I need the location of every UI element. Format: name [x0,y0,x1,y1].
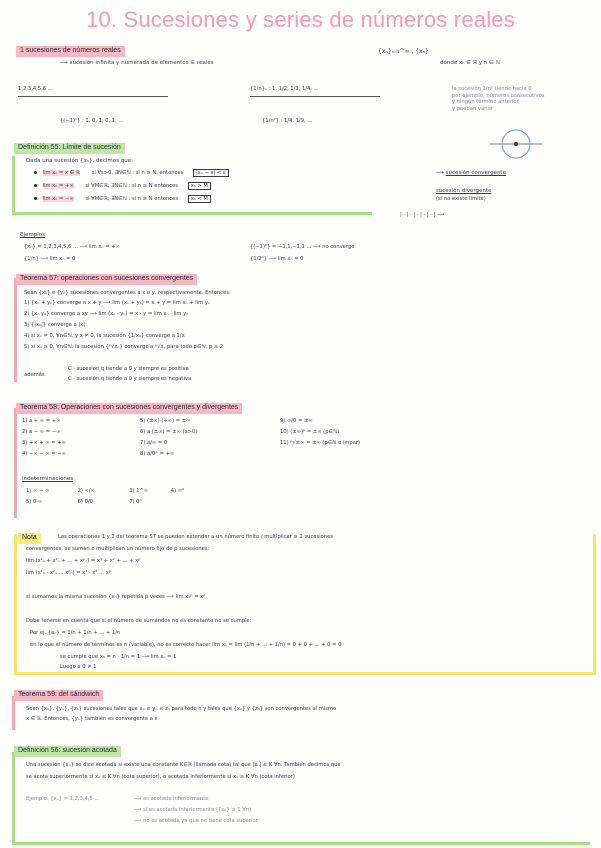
convergent-label: ⟶ sucesión convergente [436,170,506,176]
limit-lhs: lim xₙ = x ∈ ℝ [42,170,81,176]
definition-items [34,170,454,209]
example-note: ⟶ si es acotada inferiormente ({xₙ} ≥ 1 ∀n) [134,807,252,813]
limit-item [34,196,454,209]
nota-formula-6: en lo que el número de términos es n (variable), no es correcto hacer lim xₙ = lim (1/n + ... + 1/n) = 0 + 0 + ... + 0 = 0 [30,642,342,648]
theorem-59-text-2: x ∈ ℝ. Entonces, {yₙ} también es convergente a x [26,716,158,722]
limit-rhs: xₙ < M [188,195,211,203]
limit-lhs: lim xₙ = −∞ [42,196,74,202]
nota-formula-8: Luego a 0 ≠ 1 [60,664,97,670]
example-line-1: 1,2,3,4,5,6 ... [18,86,53,92]
nota-formula-5: Por ej. {aₙ} = 1/n + 1/n + ... + 1/n [30,630,121,636]
theorem-item: 3) {|xₙ|} converge a |x| [24,322,85,328]
rule-item: 11) ᵖ√±∞ = ±∞ (p∈ℕ e impar) [280,440,361,446]
nota-underline [14,672,596,675]
definition-56-text-1: Una sucesión {xₙ} se dice acotada si existe una constante K∈ℝ (llamada cota) tal que |xₙ| ≤ K ∀n. También decimos que [26,762,341,768]
definition-bar [12,156,15,214]
definition-55-header: Definición 55: Límite de sucesión [14,143,125,154]
side-note: y pueden variar [452,105,494,112]
nota-formula-3: si sumamos la misma sucesión {xₙ} repetida p veces ⟶ lim xₙᵖ = xᵖ [26,594,206,600]
theorem-bar [14,278,17,382]
definition-56-text-2: se acota superiormente si xₙ ≤ K ∀n (cota superior), o acotada inferiormente si xₙ ≥ K ∀n (cota inferior) [26,774,295,780]
definition-56-header: Definición 56: sucesión acotada [14,746,121,757]
rule-item: 9) ∞/0 = ±∞ [280,418,313,424]
definition-56-example: Ejemplo: {xₙ} = 1,2,3,4,5 ... [26,796,100,802]
example-line-3: {(−1)ⁿ} : 1, 0, 1, 0, 1, ... [60,118,124,124]
example-note: ⟶ es acotada inferiormente [134,796,209,802]
definition-underline [12,842,590,845]
indetermination: 7) 0⁰ [129,498,142,505]
page-title: 10. Sucesiones y series de números reales [86,7,515,32]
theorem-59-header: Teorema 59: del sándwich [14,690,103,701]
rule-item: 6) a·(±∞) = ±∞ (a>0) [140,429,198,435]
indeterminations-header: Indeterminaciones [22,476,74,482]
indetermination: 5) 0·∞ [26,498,43,505]
divergent-note: (si no existe límite) [436,196,486,202]
examples-header: Ejemplos [20,232,45,238]
limit-condition: si ∀M∈ℝ, ∃N∈ℕ : si n ≥ N entonces [85,183,178,189]
divergence-sketch: | · | · | · | · | · | ⟶ [400,212,445,218]
limit-condition: si ∀ε>0, ∃N∈ℕ : si n ≥ N, entonces [91,170,184,176]
theorem-58-col2 [140,418,197,462]
nota-text-1: Las operaciones 1 y 2 del teorema 57 se pueden extender a un número finito / multiplicar ≥ 2 sucesiones [58,534,333,540]
rule-item: 1) a + ∞ = +∞ [22,418,61,424]
nota-text-2: convergentes, se suman o multiplican un número fijo de p sucesiones: [26,546,210,552]
example-1: {xₙ} = 1,2,3,4,5,6 ... ⟶ lim xₙ = +∞ [24,244,120,250]
side-note: la sucesión 1/n² tiende hacia 0 [452,86,532,92]
nota-bar [14,534,17,674]
limit-rhs: xₙ > M [188,182,211,190]
example-4: {1/2ⁿ} ⟶ lim xₙ = 0 [250,256,304,262]
limit-item [34,183,454,196]
nota-formula-1: lim (x¹ₙ + x²ₙ + ... + xᵖₙ) = x¹ + x² + ... + xᵖ [26,558,141,564]
nota-formula-2: lim (x¹ₙ · x²ₙ ... xᵖₙ) = x¹ · x² ... xᵖ [26,570,112,576]
indetermination: 6) 0/0 [77,498,93,505]
bullet-icon [34,184,37,187]
theorem-57-note-1: C · sucesión q tiende a 0 y siempre es positiva [68,366,189,372]
theorem-item: 2) {xₙ yₙ} converge a xy ⟶ lim (xₙ · yₙ) = x · y = lim xₙ · lim yₙ [24,311,189,317]
side-note: y ningún término anterior [452,99,519,105]
example-note: ⟶ no es acotada ya que no tiene cota superior [134,818,258,824]
nota-formula-4: Debe tenerse en cuenta que si el número de sumandos no es constante no se cumple: [26,618,252,624]
sequence-notation: {xₙ}ₙ₌₁^∞ , {xₙ} [378,48,429,55]
theorem-item: 4) si xₙ ≠ 0, ∀n∈ℕ, y x ≠ 0, la sucesión {1/xₙ} converge a 1/x [24,333,185,339]
theorem-58-col1 [22,418,66,462]
theorem-58-col3 [280,418,360,451]
number-line-2 [250,96,380,97]
bullet-icon [34,171,37,174]
definition-intro: Dada una sucesión {xₙ}, decimos que: [26,158,133,164]
number-line-1 [18,96,168,97]
rule-item: 4) −∞ − ∞ = −∞ [22,451,66,457]
rule-item: 7) a/∞ = 0 [140,440,168,446]
nota-bar-right [593,534,596,674]
rule-item: 10) (±∞)ᵖ = ±∞ (p∈ℕ) [280,429,340,435]
section-header-sucesiones: 1 sucesiones de números reales [16,46,125,57]
theorem-57-header: Teorema 57: operaciones con sucesiones convergentes [16,274,197,285]
indeterminations-list [26,488,246,505]
convergence-diagram [486,128,546,162]
definition-56-example-notes [134,796,258,829]
rule-item: 8) a/0⁺ = +∞ [140,451,175,457]
limit-item [34,170,454,183]
limit-condition: si ∀M∈ℝ, ∃N∈ℕ : si n ≥ N entonces [85,196,178,202]
rule-item: 2) a − ∞ = −∞ [22,429,61,435]
indetermination: 1) ∞ − ∞ [26,488,50,494]
theorem-item: 1) {xₙ + yₙ} converge a x + y ⟶ lim (xₙ + yₙ) = x + y = lim xₙ + lim yₙ [24,300,210,306]
theorem-57-note-label: además [24,372,45,378]
definition-text: sucesión infinita y numerada de elementos ∈ reales [69,60,214,66]
rule-item: 5) (±∞)·(+∞) = ±∞ [140,418,191,424]
theorem-bar [12,696,15,730]
theorem-58-header: Teorema 58: Operaciones con sucesiones convergentes y divergentes [16,403,242,414]
theorem-bar [14,408,17,518]
definition-bar [12,752,15,844]
example-2: {(−1)ⁿ} = −1,1,−1,1 ... ⟶ no converge [250,244,355,250]
example-line-2: {1/n}ₙ : 1, 1/2, 1/3, 1/4, ... [250,86,319,92]
rule-item: 3) +∞ + ∞ = +∞ [22,440,66,446]
convergent-text: sucesión convergente [445,170,506,176]
indetermination: 4) ∞⁰ [170,488,185,494]
side-notes [452,86,592,112]
sequence-definition: ⟶ sucesión infinita y numerada de elementos ∈ reales [60,60,214,66]
limit-lhs: lim xₙ = +∞ [42,183,74,189]
indetermination: 2) ∞/∞ [77,488,95,494]
theorem-57-items [24,300,223,355]
indetermination: 3) 1^∞ [129,488,149,494]
bullet-icon [34,197,37,200]
nota-formula-7: se cumple que xₙ = n · 1/n = 1 ⟶ lim xₙ = 1 [60,654,177,660]
sequence-domain: donde xₙ ∈ ℝ y n ∈ ℕ [440,60,500,66]
limit-rhs: |xₙ − x| < ε [193,169,229,177]
side-note: por ejemplo, números consecutivos [452,92,545,99]
theorem-item: 5) si xₙ ≥ 0, ∀n∈ℕ, la sucesión {ᵖ√xₙ} converge a ᵖ√x, para todo p∈ℕ, p ≥ 2 [24,344,224,350]
theorem-57-intro: Sean {xₙ} e {yₙ} sucesiones convergentes a x e y, respectivamente. Entonces: [24,290,231,296]
theorem-57-note-2: C · sucesión q tiende a 0 y siempre es negativa [68,376,192,382]
nota-label: Nota [18,533,41,544]
example-line-4: {1/n²} : 1/4, 1/9, ... [262,118,313,124]
definition-underline [12,212,372,215]
divergent-label: sucesión divergente [436,188,492,194]
theorem-59-text-1: Sean {xₙ}, {yₙ}, {zₙ} sucesiones tales que xₙ ≤ yₙ ≤ zₙ para todo n y tales que {xₙ} y {zₙ} son convergentes al mismo [26,706,337,712]
example-3: {1/n} ⟶ lim xₙ = 0 [24,256,76,262]
